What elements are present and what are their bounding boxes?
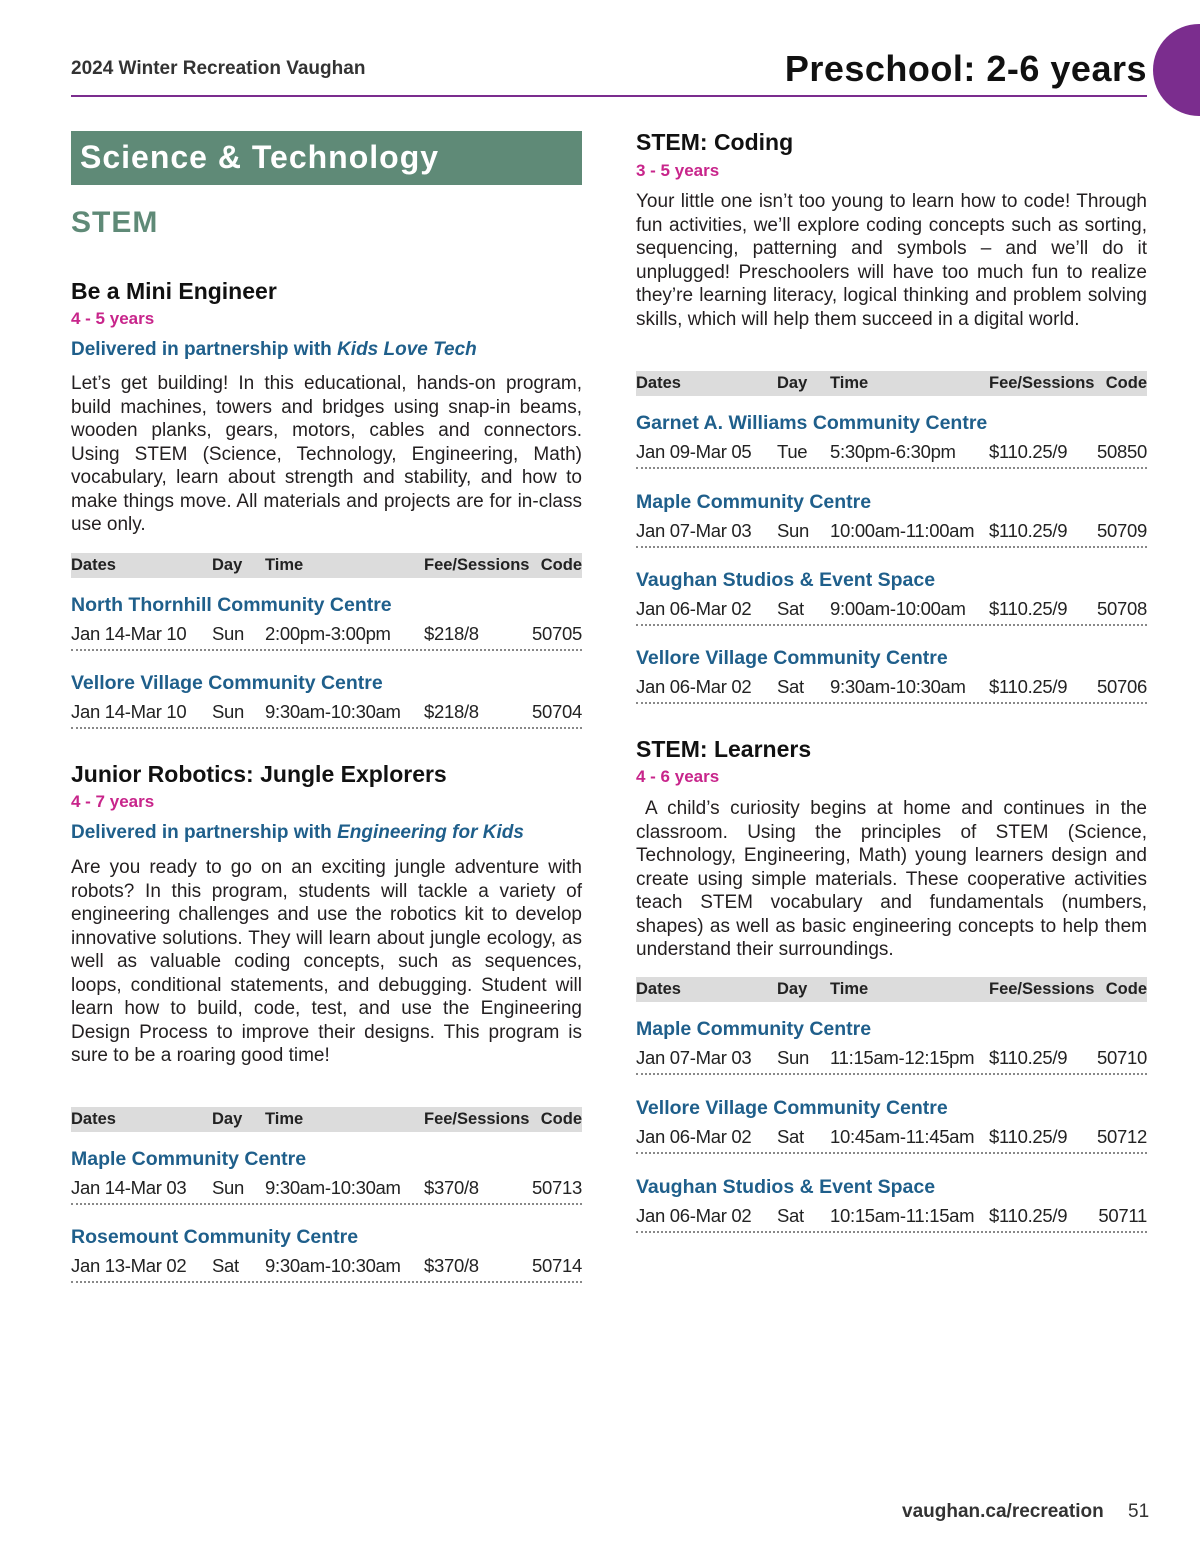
cell-code[interactable]: 50710 bbox=[1097, 1047, 1147, 1068]
cell-code[interactable]: 50713 bbox=[532, 1177, 582, 1198]
program-title: Junior Robotics: Jungle Explorers bbox=[71, 761, 447, 787]
cell-time: 9:30am-10:30am bbox=[830, 676, 966, 697]
program-age: 4 - 7 years bbox=[71, 792, 155, 811]
corner-tab-decoration bbox=[1153, 24, 1200, 116]
location-name[interactable]: Vellore Village Community Centre bbox=[636, 1097, 948, 1119]
cell-dates: Jan 06-Mar 02 bbox=[636, 676, 752, 697]
cell-dates: Jan 14-Mar 03 bbox=[71, 1177, 187, 1198]
header-dates: Dates bbox=[636, 980, 681, 998]
cell-dates: Jan 13-Mar 02 bbox=[71, 1255, 187, 1276]
table-row bbox=[71, 699, 582, 729]
publication-title: 2024 Winter Recreation Vaughan bbox=[71, 58, 366, 79]
category-heading: STEM bbox=[71, 206, 159, 239]
table-row bbox=[636, 596, 1147, 626]
cell-code[interactable]: 50711 bbox=[1098, 1205, 1147, 1226]
schedule-table bbox=[71, 553, 582, 722]
cell-day: Sun bbox=[212, 1177, 245, 1198]
program-age: 3 - 5 years bbox=[636, 161, 720, 180]
cell-code[interactable]: 50709 bbox=[1097, 520, 1147, 541]
partner-name: Kids Love Tech bbox=[337, 339, 477, 360]
partner-name: Engineering for Kids bbox=[337, 822, 524, 843]
page-section-title: Preschool: 2-6 years bbox=[784, 48, 1147, 89]
cell-fee: $110.25/9 bbox=[989, 1126, 1068, 1147]
cell-day: Sat bbox=[212, 1255, 239, 1276]
program-partner bbox=[71, 339, 477, 361]
table-header bbox=[636, 371, 1147, 396]
section-banner bbox=[71, 131, 582, 185]
cell-fee: $218/8 bbox=[424, 701, 479, 722]
program-title: Be a Mini Engineer bbox=[71, 278, 277, 304]
cell-time: 11:15am-12:15pm bbox=[830, 1047, 975, 1068]
cell-fee: $110.25/9 bbox=[989, 676, 1068, 697]
header-day: Day bbox=[212, 556, 243, 574]
header-day: Day bbox=[212, 1110, 243, 1128]
location-name[interactable]: Vellore Village Community Centre bbox=[71, 672, 383, 694]
location-name[interactable]: Maple Community Centre bbox=[71, 1148, 307, 1170]
cell-fee: $370/8 bbox=[424, 1255, 479, 1276]
cell-day: Sat bbox=[777, 676, 804, 697]
cell-day: Sat bbox=[777, 1126, 804, 1147]
cell-time: 9:30am-10:30am bbox=[265, 1255, 401, 1276]
cell-fee: $370/8 bbox=[424, 1177, 479, 1198]
cell-day: Sat bbox=[777, 598, 804, 619]
header-fee: Fee/Sessions bbox=[989, 980, 1095, 998]
table-row bbox=[636, 1203, 1147, 1233]
cell-code[interactable]: 50714 bbox=[532, 1255, 582, 1276]
program-description: Are you ready to go on an exciting jungle adventure with robots? In this program, students will tackle a variety of engineering challenges and use the robotics kit to develop innovative solutions. They will learn about jungle ecology, as well as valuable coding concepts, such as sequences, loops, conditional statements, and debugging. Student will learn how to build, code, test, and use the Engineering Design Process to improve their designs. This program is sure to be a roaring good time! bbox=[71, 857, 582, 1066]
header-dates: Dates bbox=[71, 556, 116, 574]
cell-time: 9:00am-10:00am bbox=[830, 598, 966, 619]
table-row bbox=[636, 1045, 1147, 1075]
location-name[interactable]: Rosemount Community Centre bbox=[71, 1226, 359, 1248]
cell-day: Sun bbox=[212, 623, 245, 644]
schedule-table bbox=[636, 977, 1147, 1226]
table-header bbox=[71, 1107, 582, 1132]
cell-code[interactable]: 50850 bbox=[1097, 441, 1147, 462]
program-description: Let’s get building! In this educational, hands-on program, build machines, towers and bridges using snap-in beams, wooden planks, gears, motors, cables and connectors. Using STEM (Science, Technology, Engineering, Math) vocabulary, learn about strength and stability, and how to make things move. All materials and projects are for in-class use only. bbox=[71, 373, 582, 535]
header-time: Time bbox=[265, 556, 304, 574]
program-age: 4 - 6 years bbox=[636, 767, 720, 786]
cell-day: Tue bbox=[777, 441, 808, 462]
cell-code[interactable]: 50705 bbox=[532, 623, 582, 644]
cell-fee: $110.25/9 bbox=[989, 598, 1068, 619]
header-dates: Dates bbox=[636, 374, 681, 392]
table-row bbox=[636, 674, 1147, 704]
cell-time: 10:45am-11:45am bbox=[830, 1126, 975, 1147]
table-row bbox=[636, 518, 1147, 548]
cell-day: Sun bbox=[212, 701, 245, 722]
schedule-table bbox=[71, 1107, 582, 1276]
header-divider bbox=[71, 95, 1147, 97]
location-name[interactable]: Vaughan Studios & Event Space bbox=[636, 569, 936, 591]
header-code: Code bbox=[540, 556, 582, 574]
header-day: Day bbox=[777, 980, 808, 998]
cell-dates: Jan 07-Mar 03 bbox=[636, 1047, 752, 1068]
location-name[interactable]: Vaughan Studios & Event Space bbox=[636, 1176, 936, 1198]
cell-code[interactable]: 50706 bbox=[1097, 676, 1147, 697]
cell-dates: Jan 06-Mar 02 bbox=[636, 1126, 752, 1147]
header-time: Time bbox=[265, 1110, 304, 1128]
cell-time: 10:15am-11:15am bbox=[830, 1205, 975, 1226]
cell-code[interactable]: 50704 bbox=[532, 701, 582, 722]
footer-website-link[interactable]: vaughan.ca/recreation bbox=[902, 1501, 1104, 1522]
header-code: Code bbox=[1105, 980, 1147, 998]
header-code: Code bbox=[540, 1110, 582, 1128]
location-name[interactable]: Vellore Village Community Centre bbox=[636, 647, 948, 669]
cell-time: 2:00pm-3:00pm bbox=[265, 623, 391, 644]
schedule-table bbox=[636, 371, 1147, 697]
header-time: Time bbox=[830, 374, 869, 392]
cell-fee: $110.25/9 bbox=[989, 1205, 1068, 1226]
table-row bbox=[71, 621, 582, 651]
table-row bbox=[636, 1124, 1147, 1154]
cell-day: Sat bbox=[777, 1205, 804, 1226]
cell-time: 5:30pm-6:30pm bbox=[830, 441, 956, 462]
cell-dates: Jan 06-Mar 02 bbox=[636, 1205, 752, 1226]
table-row bbox=[636, 439, 1147, 469]
section-banner-label: Science & Technology bbox=[80, 139, 440, 175]
header-dates: Dates bbox=[71, 1110, 116, 1128]
cell-fee: $110.25/9 bbox=[989, 1047, 1068, 1068]
program-partner bbox=[71, 822, 524, 844]
partner-prefix: Delivered in partnership with bbox=[71, 822, 338, 843]
location-name[interactable]: Maple Community Centre bbox=[636, 1018, 872, 1040]
page-number: 51 bbox=[1128, 1501, 1150, 1522]
location-name[interactable]: North Thornhill Community Centre bbox=[71, 594, 392, 616]
header-fee: Fee/Sessions bbox=[424, 1110, 530, 1128]
cell-code[interactable]: 50708 bbox=[1097, 598, 1147, 619]
cell-code[interactable]: 50712 bbox=[1097, 1126, 1147, 1147]
header-code: Code bbox=[1105, 374, 1147, 392]
cell-dates: Jan 07-Mar 03 bbox=[636, 520, 752, 541]
cell-fee: $110.25/9 bbox=[989, 441, 1068, 462]
table-row bbox=[71, 1253, 582, 1283]
program-age: 4 - 5 years bbox=[71, 309, 155, 328]
table-header bbox=[71, 553, 582, 578]
cell-fee: $218/8 bbox=[424, 623, 479, 644]
location-name[interactable]: Maple Community Centre bbox=[636, 491, 872, 513]
cell-time: 9:30am-10:30am bbox=[265, 701, 401, 722]
cell-fee: $110.25/9 bbox=[989, 520, 1068, 541]
header-fee: Fee/Sessions bbox=[989, 374, 1095, 392]
header-time: Time bbox=[830, 980, 869, 998]
cell-dates: Jan 14-Mar 10 bbox=[71, 623, 187, 644]
cell-time: 9:30am-10:30am bbox=[265, 1177, 401, 1198]
table-header bbox=[636, 977, 1147, 1002]
cell-dates: Jan 09-Mar 05 bbox=[636, 441, 752, 462]
cell-dates: Jan 06-Mar 02 bbox=[636, 598, 752, 619]
program-title: STEM: Coding bbox=[636, 129, 794, 155]
program-description: Your little one isn’t too young to learn how to code! Through fun activities, we’ll explore coding concepts such as sorting, sequencing, patterning and symbols – and we’ll do it unplugged! Preschoolers will have too much fun to realize they’re learning literacy, logical thinking and problem solving skills, which will help them succeed in a digital world. bbox=[636, 191, 1147, 330]
partner-prefix: Delivered in partnership with bbox=[71, 339, 338, 360]
cell-day: Sun bbox=[777, 1047, 810, 1068]
cell-day: Sun bbox=[777, 520, 810, 541]
cell-dates: Jan 14-Mar 10 bbox=[71, 701, 187, 722]
table-row bbox=[71, 1175, 582, 1205]
header-day: Day bbox=[777, 374, 808, 392]
location-name[interactable]: Garnet A. Williams Community Centre bbox=[636, 412, 988, 434]
cell-time: 10:00am-11:00am bbox=[830, 520, 975, 541]
program-title: STEM: Learners bbox=[636, 736, 812, 762]
header-fee: Fee/Sessions bbox=[424, 556, 530, 574]
program-description: A child’s curiosity begins at home and continues in the classroom. Using the principles of STEM (Science, Technology, Engineering, Math) young learners design and create using simple materials. These cooperative activities teach STEM vocabulary and fundamentals (numbers, shapes) as well as basic engineering concepts to help them understand their surroundings. bbox=[636, 798, 1147, 960]
